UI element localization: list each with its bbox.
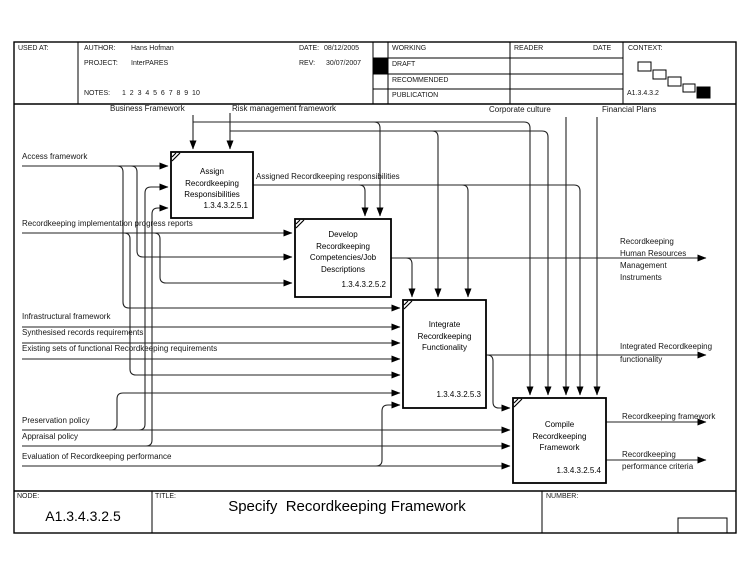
author-value: Hans Hofman [131,45,174,52]
rev-label: REV: [299,60,316,67]
rev-value: 30/07/2007 [326,60,362,67]
box-assign-label: Assign Recordkeeping Responsibilities [184,167,240,199]
reader-label: READER [514,45,544,52]
draft-status-marker [373,58,388,74]
number-label: NUMBER: [546,493,579,500]
status-draft: DRAFT [392,61,416,68]
title-value: Specify Recordkeeping Framework [228,498,466,515]
node-value: A1.3.4.3.2.5 [45,508,121,524]
input-preservation: Preservation policy [22,416,90,425]
input-appraisal: Appraisal policy [22,432,79,441]
box-assign-number: 1.3.4.3.2.5.1 [203,201,248,210]
context-node-value: A1.3.4.3.2 [627,90,659,97]
control-business-framework: Business Framework [110,104,185,113]
box-develop-label: Develop Recordkeeping Competencies/Job Descriptions [309,230,377,274]
input-synthesised: Synthesised records requirements [22,328,144,337]
status-publication: PUBLICATION [392,92,439,99]
context-label: CONTEXT: [628,45,663,52]
date-label: DATE: [299,45,320,52]
notes-value: 1 2 3 4 5 6 7 8 9 10 [122,90,200,97]
author-label: AUTHOR: [84,45,116,52]
status-working: WORKING [392,45,427,52]
date-value: 08/12/2005 [324,45,360,52]
box-develop-number: 1.3.4.3.2.5.2 [341,280,386,289]
box-integrate-label: Integrate Recordkeeping Functionality [417,320,472,352]
box-compile-number: 1.3.4.3.2.5.4 [556,466,601,475]
output-integrated-functionality: Integrated Recordkeeping functionality [620,342,713,364]
flow-assigned-responsibilities: Assigned Recordkeeping responsibilities [256,172,400,181]
project-value: InterPARES [131,60,169,67]
notes-label: NOTES: [84,90,111,97]
output-hr-instruments: Recordkeeping Human Resources Management Instruments [620,237,687,282]
output-recordkeeping-framework: Recordkeeping framework [622,412,716,421]
used-at-label: USED AT: [18,45,49,52]
input-access-framework: Access framework [22,152,88,161]
output-performance-criteria: Recordkeeping performance criteria [622,450,694,471]
control-risk-management: Risk management framework [232,104,337,113]
box-integrate-number: 1.3.4.3.2.5.3 [436,390,481,399]
project-label: PROJECT: [84,60,118,67]
reader-date-label: DATE [593,45,612,52]
title-label: TITLE: [155,493,177,500]
box-compile-label: Compile Recordkeeping Framework [532,420,587,452]
control-corporate-culture: Corporate culture [489,105,551,114]
node-label: NODE: [17,493,40,500]
input-existing-sets: Existing sets of functional Recordkeeping requirements [22,344,218,353]
status-recommended: RECOMMENDED [392,77,449,84]
input-evaluation: Evaluation of Recordkeeping performance [22,452,172,461]
input-progress-reports: Recordkeeping implementation progress reports [22,219,193,228]
input-infrastructural: Infrastructural framework [22,312,111,321]
control-financial-plans: Financial Plans [602,105,657,114]
